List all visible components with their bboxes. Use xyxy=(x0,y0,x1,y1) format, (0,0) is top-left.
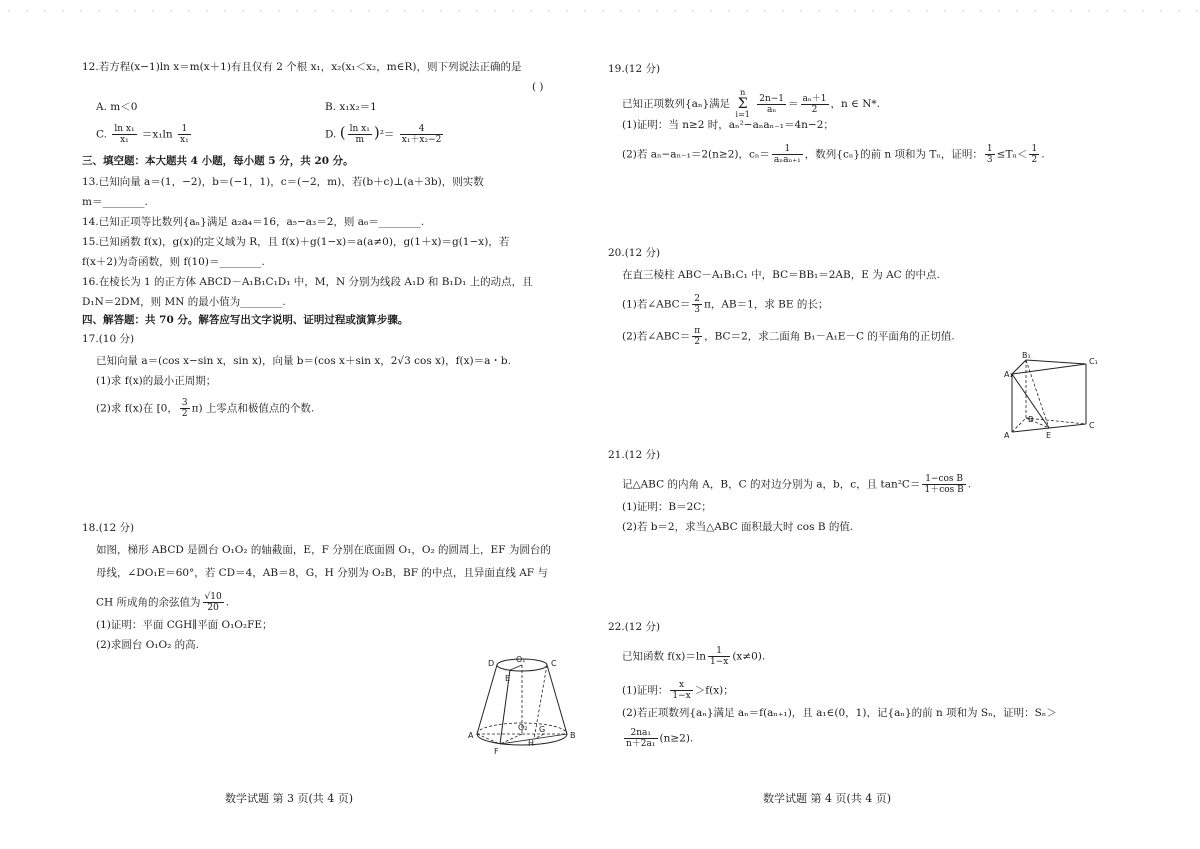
q21-den: 1＋cos B xyxy=(924,485,964,495)
q15-line2: f(x＋2)为奇函数，则 f(10)＝________. xyxy=(82,256,265,268)
q17-interval-right: π) xyxy=(191,402,203,415)
fig18-label-D: D xyxy=(488,659,495,668)
q19-frac1 xyxy=(757,94,786,115)
q12-c-mid: ＝x₁ln xyxy=(141,128,173,141)
fig20-label-A: A xyxy=(1004,431,1010,440)
q22-part2-cont xyxy=(622,728,693,749)
q19-c-num: 1 xyxy=(772,144,803,155)
q19-part2-a: (2)若 aₙ−aₙ₋₁＝2(n≥2)，cₙ＝ xyxy=(622,148,770,161)
section-4-heading: 四、解答题：共 70 分。解答应写出文字说明、证明过程或演算步骤。 xyxy=(82,314,409,326)
q21-part1: (1)证明：B＝2C； xyxy=(622,501,712,513)
q19-c-den: aₙaₙ₊₁ xyxy=(773,155,801,165)
q21-part2: (2)若 b＝2，求当△ABC 面积最大时 cos B 的值. xyxy=(622,521,854,533)
q18-cos-num: √10 xyxy=(204,592,222,602)
q18-frustum-figure xyxy=(466,654,578,758)
q18-line3-b: . xyxy=(225,596,230,609)
q12-option-d-label: D. xyxy=(325,128,337,141)
q12-answer-paren: ( ) xyxy=(532,81,544,93)
q12-option-a: A. m＜0 xyxy=(96,101,138,113)
q20-heading: 20.(12 分) xyxy=(608,247,661,259)
q22-stem-b: (x≠0). xyxy=(732,650,766,663)
q14: 14.已知正项等比数列{aₙ}满足 a₂a₄＝16，a₅−a₃＝2，则 a₆＝________. xyxy=(82,216,425,228)
q22-p1-num: x xyxy=(670,680,692,691)
q19-part2-b: ，数列{cₙ}的前 n 项和为 Tₙ，证明： xyxy=(804,148,983,161)
q22-stem-a: 已知函数 f(x)＝ln xyxy=(622,650,706,663)
fig18-label-O1: O₁ xyxy=(516,655,526,664)
q22-heading: 22.(12 分) xyxy=(608,621,661,633)
q22-part1-b: ＞f(x)； xyxy=(694,684,734,697)
q20-part2-a: (2)若∠ABC＝ xyxy=(622,330,691,343)
q22-p2-frac xyxy=(624,728,658,749)
q22-num: 1 xyxy=(708,646,730,657)
fig20-label-C1: C₁ xyxy=(1089,357,1098,366)
q20-angle1-den: 3 xyxy=(694,305,700,315)
q17-heading: 17.(10 分) xyxy=(82,333,135,345)
q17-interval-frac xyxy=(180,398,190,419)
q18-line1: 如图，梯形 ABCD 是圆台 O₁O₂ 的轴截面，E，F 分别在底面圆 O₁，O₂ 的圆周上，EF 为圆台的 xyxy=(96,544,551,556)
q16-line1: 16.在棱长为 1 的正方体 ABCD－A₁B₁C₁D₁ 中，M，N 分别为线段 A₁D 和 B₁D₁ 上的动点，且 xyxy=(82,276,533,288)
q20-prism-figure xyxy=(1004,352,1104,442)
fig20-label-C: C xyxy=(1089,421,1095,430)
q21-heading: 21.(12 分) xyxy=(608,449,661,461)
q18-cos-frac xyxy=(203,592,224,613)
fig18-label-O2: O₂ xyxy=(518,723,528,732)
q22-den: 1−x xyxy=(709,657,729,667)
q21-frac xyxy=(922,474,965,495)
q20-angle2-num: π xyxy=(694,326,701,336)
q17-stem: 已知向量 a＝(cos x−sin x，sin x)，向量 b＝(cos x＋sin x，2√3 cos x)，f(x)＝a・b. xyxy=(96,355,511,367)
q13-line2: m＝________. xyxy=(82,196,148,208)
q12-option-c-label: C. xyxy=(96,128,107,141)
q19-sum-bottom: i=1 xyxy=(735,110,750,119)
q19-half-den: 2 xyxy=(1031,155,1038,165)
q12-c-den2: x₁ xyxy=(180,135,189,145)
q22-p2-num: 2na₁ xyxy=(624,728,658,739)
q12-option-c xyxy=(96,124,193,145)
q19-part1: (1)证明：当 n≥2 时，aₙ²−aₙaₙ₋₁＝4n−2； xyxy=(622,119,834,131)
q19-stem xyxy=(622,88,880,120)
fig20-label-A1: A₁ xyxy=(1004,370,1013,379)
q12-d-den2: x₁＋x₂−2 xyxy=(401,135,442,145)
q19-sum-symbol: Σ xyxy=(737,96,748,112)
fig18-label-H: H xyxy=(528,739,535,748)
q15-line1: 15.已知函数 f(x)，g(x)的定义域为 R，且 f(x)＋g(1−x)＝a(a≠0)，g(1＋x)＝g(1−x)，若 xyxy=(82,236,510,248)
q21-stem-b: . xyxy=(967,478,972,491)
q19-c-frac xyxy=(772,144,803,165)
q19-sum-top: n xyxy=(740,88,746,97)
q22-stem xyxy=(622,646,765,667)
q12-d-num1: ln x₁ xyxy=(349,124,370,134)
q18-part1: (1)证明：平面 CGH∥平面 O₁O₂FE； xyxy=(96,619,273,631)
q19-part2-c: ≤Tₙ＜ xyxy=(996,148,1028,161)
q12-option-d: D. ( $\frac{\text{ln x₁}}{m}$ )²＝ $\frac{4}{\text{x₁＋x₂−2}}$ xyxy=(325,123,442,145)
q19-third-frac xyxy=(985,144,995,165)
q19-half-num: 1 xyxy=(1031,144,1038,154)
q19-stem-a: 已知正项数列{aₙ}满足 xyxy=(622,98,731,110)
q21-stem xyxy=(622,474,971,495)
q22-p2-den: n＋2a₁ xyxy=(626,739,656,749)
q13-line1: 13.已知向量 a＝(1，−2)，b＝(−1，1)，c＝(−2，m)，若(b＋c)⊥(a＋3b)，则实数 xyxy=(82,176,484,188)
q18-line3-a: CH 所成角的余弦值为 xyxy=(96,596,201,609)
q22-part2: (2)若正项数列{aₙ}满足 aₙ＝f(aₙ₊₁)，且 a₁∈(0，1)，记{aₙ}的前 n 项和为 Sₙ，证明：Sₙ＞ xyxy=(622,707,1057,719)
q17-interval-den: 2 xyxy=(181,409,188,419)
q20-part1-b: π，AB＝1，求 BE 的长； xyxy=(703,298,829,311)
q17-part2 xyxy=(96,398,314,419)
q20-stem: 在直三棱柱 ABC－A₁B₁C₁ 中，BC＝BB₁＝2AB，E 为 AC 的中点. xyxy=(622,269,940,281)
fig18-label-E: E xyxy=(505,674,511,683)
q17-interval-left: [0， xyxy=(156,402,178,415)
q18-line2: 母线，∠DO₁E＝60°，若 CD＝4，AB＝8，G，H 分别为 O₂B，BF 的中点，且异面直线 AF 与 xyxy=(96,567,548,579)
fig18-label-B: B xyxy=(570,731,576,740)
q19-den2: 2 xyxy=(811,104,818,115)
q21-num: 1−cos B xyxy=(922,474,965,485)
q17-part2-b: 上零点和极值点的个数. xyxy=(205,402,315,415)
q12-d-mid: ²＝ xyxy=(379,128,395,141)
fig18-label-A: A xyxy=(468,731,474,740)
q12-d-frac1 xyxy=(348,124,372,145)
q22-part2-b: (n≥2). xyxy=(659,732,694,745)
q19-stem-b: ，n ∈ N*. xyxy=(830,98,881,110)
q19-den1: aₙ xyxy=(766,104,777,115)
q12-c-frac1 xyxy=(112,124,136,145)
fig18-label-F: F xyxy=(494,747,499,756)
footer-page-3: 数学试题 第 3 页(共 4 页) xyxy=(225,792,354,805)
q17-part1: (1)求 f(x)的最小正周期； xyxy=(96,375,217,387)
footer-page-4: 数学试题 第 4 页(共 4 页) xyxy=(763,792,892,805)
q22-part1-a: (1)证明： xyxy=(622,684,669,697)
q18-cos-den: 20 xyxy=(207,603,219,613)
q12-c-num1: ln x₁ xyxy=(114,124,135,134)
q20-part2-b: ，BC＝2，求二面角 B₁－A₁E－C 的平面角的正切值. xyxy=(704,330,955,343)
q19-third-den: 3 xyxy=(986,155,993,165)
q12-d-frac2 xyxy=(400,124,444,145)
q18-line3 xyxy=(96,592,229,613)
q20-part2 xyxy=(622,326,955,347)
q17-part2-a: (2)求 f(x)在 xyxy=(96,402,154,415)
q20-angle1-frac xyxy=(692,294,702,315)
q19-third-num: 1 xyxy=(986,144,993,154)
page-4 xyxy=(600,0,1200,849)
fig20-label-E: E xyxy=(1046,431,1052,440)
q20-angle2-den: 2 xyxy=(694,337,701,347)
q19-sum xyxy=(736,88,750,120)
q12-c-den1: x₁ xyxy=(120,135,129,145)
q12-option-b: B. x₁x₂＝1 xyxy=(325,101,377,113)
fig20-label-B1: B₁ xyxy=(1022,352,1031,360)
q18-part2: (2)求圆台 O₁O₂ 的高. xyxy=(96,639,200,651)
q20-part1-a: (1)若∠ABC＝ xyxy=(622,298,691,311)
q20-angle1-num: 2 xyxy=(694,294,700,304)
q22-p1-frac xyxy=(670,680,692,701)
q19-half-frac xyxy=(1029,144,1039,165)
fig18-label-C: C xyxy=(551,659,557,668)
q19-frac2 xyxy=(801,94,829,115)
q17-interval-num: 3 xyxy=(181,398,188,408)
q12-d-num2: 4 xyxy=(400,124,444,135)
q12-d-den1: m xyxy=(355,135,364,145)
q19-part2 xyxy=(622,144,1045,165)
q21-stem-a: 记△ABC 的内角 A，B，C 的对边分别为 a，b，c，且 tan²C＝ xyxy=(622,478,921,491)
q20-angle2-frac xyxy=(692,326,702,347)
q12-stem: 12.若方程(x−1)ln x＝m(x＋1)有且仅有 2 个根 x₁，x₂(x₁＜x₂，m∈R)，则下列说法正确的是 xyxy=(82,61,522,73)
q22-part1 xyxy=(622,680,734,701)
q16-line2: D₁N＝2DM，则 MN 的最小值为________. xyxy=(82,296,286,308)
q22-frac xyxy=(708,646,730,667)
q20-part1 xyxy=(622,294,828,315)
q19-num2: aₙ＋1 xyxy=(802,93,827,104)
q22-p1-den: 1−x xyxy=(672,691,691,701)
q19-eq: ＝ xyxy=(788,98,799,110)
q12-c-num2: 1 xyxy=(178,124,191,135)
q19-num1: 2n−1 xyxy=(759,93,785,104)
q19-heading: 19.(12 分) xyxy=(608,63,661,75)
q19-part2-d: . xyxy=(1041,148,1045,161)
fig18-label-G: G xyxy=(539,725,546,734)
section-3-heading: 三、填空题：本大题共 4 小题，每小题 5 分，共 20 分。 xyxy=(82,155,354,167)
fig20-label-B: B xyxy=(1028,415,1034,424)
q12-c-frac2 xyxy=(178,124,191,145)
q18-heading: 18.(12 分) xyxy=(82,522,135,534)
